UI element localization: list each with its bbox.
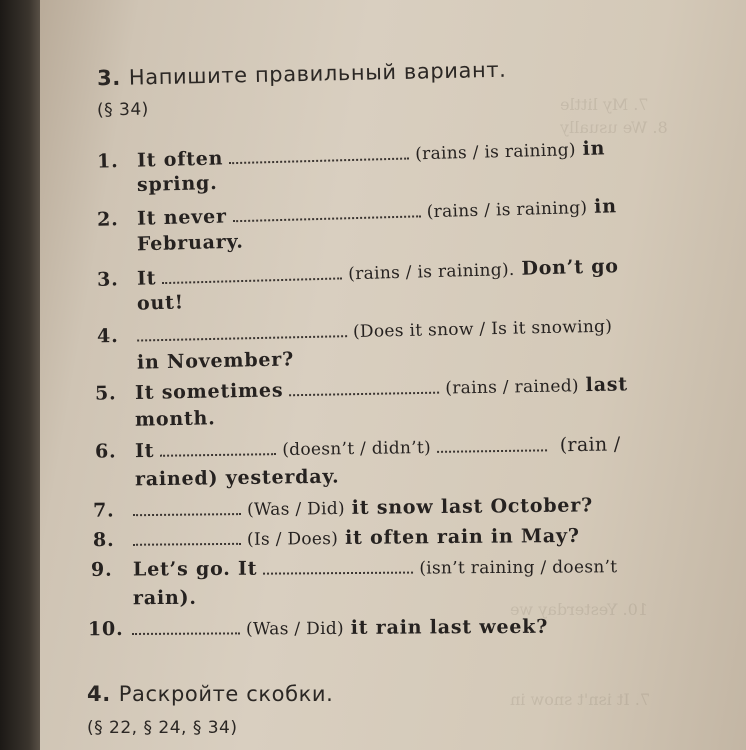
exercise-item-9 [91, 555, 618, 581]
exercise-3-section: (§ 34) [96, 99, 150, 121]
answer-blank[interactable] [437, 437, 547, 453]
item-options: (Does it snow / Is it snowing) [352, 316, 613, 343]
item-text-after: last [585, 373, 629, 397]
answer-blank[interactable] [289, 380, 439, 397]
answer-blank[interactable] [132, 620, 240, 635]
item-number: 8. [92, 528, 115, 552]
item-text-line2: in November? [136, 348, 295, 374]
item-text-line2: spring. [136, 171, 218, 197]
item-text-before: It often [136, 147, 224, 172]
exercise-item-4-cont [137, 348, 294, 373]
item-text-line2: month. [134, 407, 216, 431]
item-number: 2. [96, 208, 119, 231]
book-page: 7. My little 8. We usually 10. Yesterday we 7. It isn't snow in [40, 0, 746, 750]
exercise-3-title: Напишите правильный вариант. [128, 57, 507, 90]
item-text-before: It sometimes [134, 379, 284, 404]
answer-blank[interactable] [133, 501, 241, 516]
exercise-4-section: (§ 22, § 24, § 34) [87, 718, 238, 738]
item-text-line2: rained) yesterday. [134, 465, 340, 491]
item-number: 9. [90, 558, 113, 581]
item-options: (isn’t raining / doesn’t [419, 557, 618, 579]
item-text-after: it rain last week? [350, 615, 549, 639]
item-text-before: It [136, 267, 157, 290]
exercise-4-heading [87, 682, 333, 706]
answer-blank[interactable] [137, 323, 347, 341]
item-text-line2: February. [136, 230, 244, 256]
item-number: 1. [96, 150, 119, 173]
item-options: (doesn’t / didn’t) [282, 437, 432, 461]
item-options: (Is / Does) [246, 528, 339, 550]
item-options: (rains / is raining). [348, 259, 515, 285]
answer-blank[interactable] [233, 203, 421, 222]
answer-blank[interactable] [229, 145, 409, 164]
exercise-item-8 [93, 525, 580, 551]
exercise-4-number: 4. [87, 682, 111, 706]
item-text-after: Don’t go [521, 255, 619, 280]
exercise-item-9-cont [133, 587, 197, 609]
exercise-item-10 [88, 616, 548, 640]
exercise-item-6-cont [135, 466, 340, 491]
item-text-after: in [593, 195, 618, 218]
item-text-before: It [134, 439, 155, 463]
item-options: (rains / rained) [445, 376, 580, 399]
exercise-item-3-cont [137, 291, 184, 314]
item-number: 6. [94, 440, 117, 463]
item-options: (Was / Did) [246, 498, 346, 521]
item-text-after: (rain / [559, 433, 621, 457]
item-number: 3. [96, 268, 119, 291]
answer-blank[interactable] [133, 531, 241, 546]
item-number: 4. [96, 324, 119, 348]
exercise-item-1-cont [137, 172, 218, 196]
item-number: 7. [92, 499, 115, 522]
item-text-after: it often rain in May? [344, 524, 580, 549]
item-text-before: Let’s go. It [132, 557, 258, 581]
item-text-after: it snow last October? [351, 494, 594, 519]
exercise-3-number: 3. [96, 65, 122, 91]
item-number: 5. [94, 382, 117, 405]
item-options: (rains / is raining) [414, 140, 577, 165]
item-options: (rains / is raining) [426, 197, 588, 223]
item-text-line2: out! [136, 291, 185, 315]
answer-blank[interactable] [160, 441, 276, 457]
item-options: (Was / Did) [245, 618, 344, 640]
exercise-4-title: Раскройте скобки. [118, 682, 334, 706]
answer-blank[interactable] [263, 560, 413, 575]
item-text-after: in [582, 137, 606, 160]
exercise-item-2-cont [137, 231, 244, 256]
item-number: 10. [87, 618, 124, 641]
answer-blank[interactable] [162, 265, 342, 284]
item-text-before: It never [136, 205, 228, 230]
item-text-line2: rain). [132, 586, 197, 610]
exercise-item-5-cont [135, 407, 216, 430]
